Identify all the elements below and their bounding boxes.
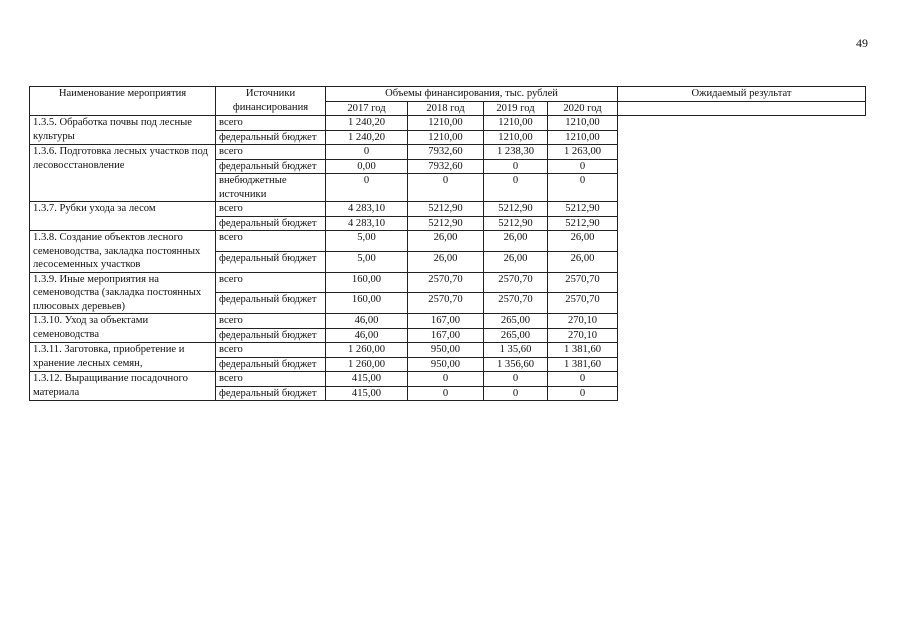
funding-value: 0 bbox=[408, 372, 484, 387]
funding-value: 1 263,00 bbox=[548, 145, 618, 160]
funding-value: 0 bbox=[484, 174, 548, 202]
funding-source: всего bbox=[216, 343, 326, 358]
funding-source: всего bbox=[216, 231, 326, 252]
funding-value: 2570,70 bbox=[548, 293, 618, 314]
measure-name: 1.3.10. Уход за объектами семеноводства bbox=[30, 314, 216, 343]
funding-value: 0 bbox=[548, 174, 618, 202]
funding-value: 4 283,10 bbox=[326, 216, 408, 231]
funding-value: 415,00 bbox=[326, 386, 408, 401]
measure-name: 1.3.11. Заготовка, приобретение и хранение лесных семян, bbox=[30, 343, 216, 372]
funding-value: 2570,70 bbox=[484, 272, 548, 293]
funding-value: 26,00 bbox=[548, 251, 618, 272]
funding-value: 0 bbox=[326, 174, 408, 202]
funding-source: федеральный бюджет bbox=[216, 357, 326, 372]
table-row bbox=[30, 272, 866, 293]
funding-source: федеральный бюджет bbox=[216, 159, 326, 174]
funding-value: 0 bbox=[326, 145, 408, 160]
funding-value: 0,00 bbox=[326, 159, 408, 174]
funding-value: 950,00 bbox=[408, 357, 484, 372]
funding-value: 2570,70 bbox=[408, 293, 484, 314]
funding-value: 5,00 bbox=[326, 231, 408, 252]
funding-value: 1 240,20 bbox=[326, 116, 408, 131]
funding-value: 160,00 bbox=[326, 293, 408, 314]
page-number: 49 bbox=[856, 36, 868, 50]
funding-value: 265,00 bbox=[484, 328, 548, 343]
funding-value: 265,00 bbox=[484, 314, 548, 329]
funding-source: всего bbox=[216, 272, 326, 293]
funding-value: 5212,90 bbox=[548, 202, 618, 217]
funding-value: 4 283,10 bbox=[326, 202, 408, 217]
funding-value: 26,00 bbox=[484, 251, 548, 272]
funding-value: 0 bbox=[408, 386, 484, 401]
funding-source: федеральный бюджет bbox=[216, 293, 326, 314]
measure-name: 1.3.12. Выращивание посадочного материала bbox=[30, 372, 216, 401]
funding-value: 1210,00 bbox=[548, 130, 618, 145]
funding-value: 46,00 bbox=[326, 314, 408, 329]
funding-value: 270,10 bbox=[548, 314, 618, 329]
funding-source: всего bbox=[216, 314, 326, 329]
header-result: Ожидаемый результат bbox=[618, 87, 866, 102]
table-row bbox=[30, 231, 866, 252]
funding-value: 5212,90 bbox=[484, 216, 548, 231]
funding-value: 26,00 bbox=[484, 231, 548, 252]
table-row bbox=[30, 372, 866, 387]
funding-source: всего bbox=[216, 372, 326, 387]
funding-value: 1210,00 bbox=[548, 116, 618, 131]
funding-value: 415,00 bbox=[326, 372, 408, 387]
funding-value: 2570,70 bbox=[548, 272, 618, 293]
funding-source: федеральный бюджет bbox=[216, 328, 326, 343]
financing-table bbox=[29, 86, 866, 401]
funding-value: 5212,90 bbox=[484, 202, 548, 217]
funding-value: 5212,90 bbox=[548, 216, 618, 231]
funding-source: внебюджетные источники bbox=[216, 174, 326, 202]
funding-value: 0 bbox=[548, 159, 618, 174]
funding-value: 26,00 bbox=[408, 251, 484, 272]
funding-value: 0 bbox=[408, 174, 484, 202]
table-row bbox=[30, 343, 866, 358]
funding-source: федеральный бюджет bbox=[216, 251, 326, 272]
header-sources: Источники финансирования bbox=[216, 87, 326, 116]
funding-value: 1210,00 bbox=[408, 130, 484, 145]
funding-value: 167,00 bbox=[408, 328, 484, 343]
header-year: 2018 год bbox=[408, 101, 484, 116]
measure-name: 1.3.9. Иные мероприятия на семеноводства (закладка постоянных плюсовых деревьев) bbox=[30, 272, 216, 314]
measure-name: 1.3.8. Создание объектов лесного семеноводства, закладка постоянных лесосеменных участков bbox=[30, 231, 216, 273]
table-row bbox=[30, 202, 866, 217]
measure-name: 1.3.7. Рубки ухода за лесом bbox=[30, 202, 216, 231]
header-name: Наименование мероприятия bbox=[30, 87, 216, 116]
funding-value: 5212,90 bbox=[408, 216, 484, 231]
funding-value: 26,00 bbox=[548, 231, 618, 252]
header-volumes: Объемы финансирования, тыс. рублей bbox=[326, 87, 618, 102]
funding-value: 7932,60 bbox=[408, 159, 484, 174]
funding-source: всего bbox=[216, 202, 326, 217]
funding-value: 5,00 bbox=[326, 251, 408, 272]
funding-value: 1 240,20 bbox=[326, 130, 408, 145]
measure-name: 1.3.5. Обработка почвы под лесные культуры bbox=[30, 116, 216, 145]
funding-value: 46,00 bbox=[326, 328, 408, 343]
funding-value: 0 bbox=[484, 372, 548, 387]
funding-value: 167,00 bbox=[408, 314, 484, 329]
table-row bbox=[30, 314, 866, 329]
funding-source: всего bbox=[216, 116, 326, 131]
funding-value: 1210,00 bbox=[484, 130, 548, 145]
funding-value: 0 bbox=[548, 372, 618, 387]
funding-source: федеральный бюджет bbox=[216, 216, 326, 231]
funding-value: 160,00 bbox=[326, 272, 408, 293]
funding-value: 1210,00 bbox=[484, 116, 548, 131]
funding-value: 1 238,30 bbox=[484, 145, 548, 160]
funding-value: 5212,90 bbox=[408, 202, 484, 217]
funding-source: всего bbox=[216, 145, 326, 160]
funding-value: 26,00 bbox=[408, 231, 484, 252]
measure-name: 1.3.6. Подготовка лесных участков под лесовосстановление bbox=[30, 145, 216, 202]
funding-source: федеральный бюджет bbox=[216, 386, 326, 401]
funding-value: 950,00 bbox=[408, 343, 484, 358]
table-row bbox=[30, 145, 866, 160]
funding-value: 1 260,00 bbox=[326, 343, 408, 358]
funding-value: 7932,60 bbox=[408, 145, 484, 160]
funding-value: 2570,70 bbox=[484, 293, 548, 314]
funding-value: 270,10 bbox=[548, 328, 618, 343]
funding-value: 1210,00 bbox=[408, 116, 484, 131]
funding-value: 1 381,60 bbox=[548, 357, 618, 372]
funding-value: 2570,70 bbox=[408, 272, 484, 293]
funding-source: федеральный бюджет bbox=[216, 130, 326, 145]
header-year: 2019 год bbox=[484, 101, 548, 116]
table-row bbox=[30, 116, 866, 131]
funding-value: 1 381,60 bbox=[548, 343, 618, 358]
funding-value: 0 bbox=[484, 386, 548, 401]
funding-value: 1 356,60 bbox=[484, 357, 548, 372]
result-cell bbox=[618, 101, 866, 116]
funding-value: 0 bbox=[484, 159, 548, 174]
header-year: 2020 год bbox=[548, 101, 618, 116]
funding-value: 1 260,00 bbox=[326, 357, 408, 372]
funding-value: 0 bbox=[548, 386, 618, 401]
header-year: 2017 год bbox=[326, 101, 408, 116]
funding-value: 1 35,60 bbox=[484, 343, 548, 358]
